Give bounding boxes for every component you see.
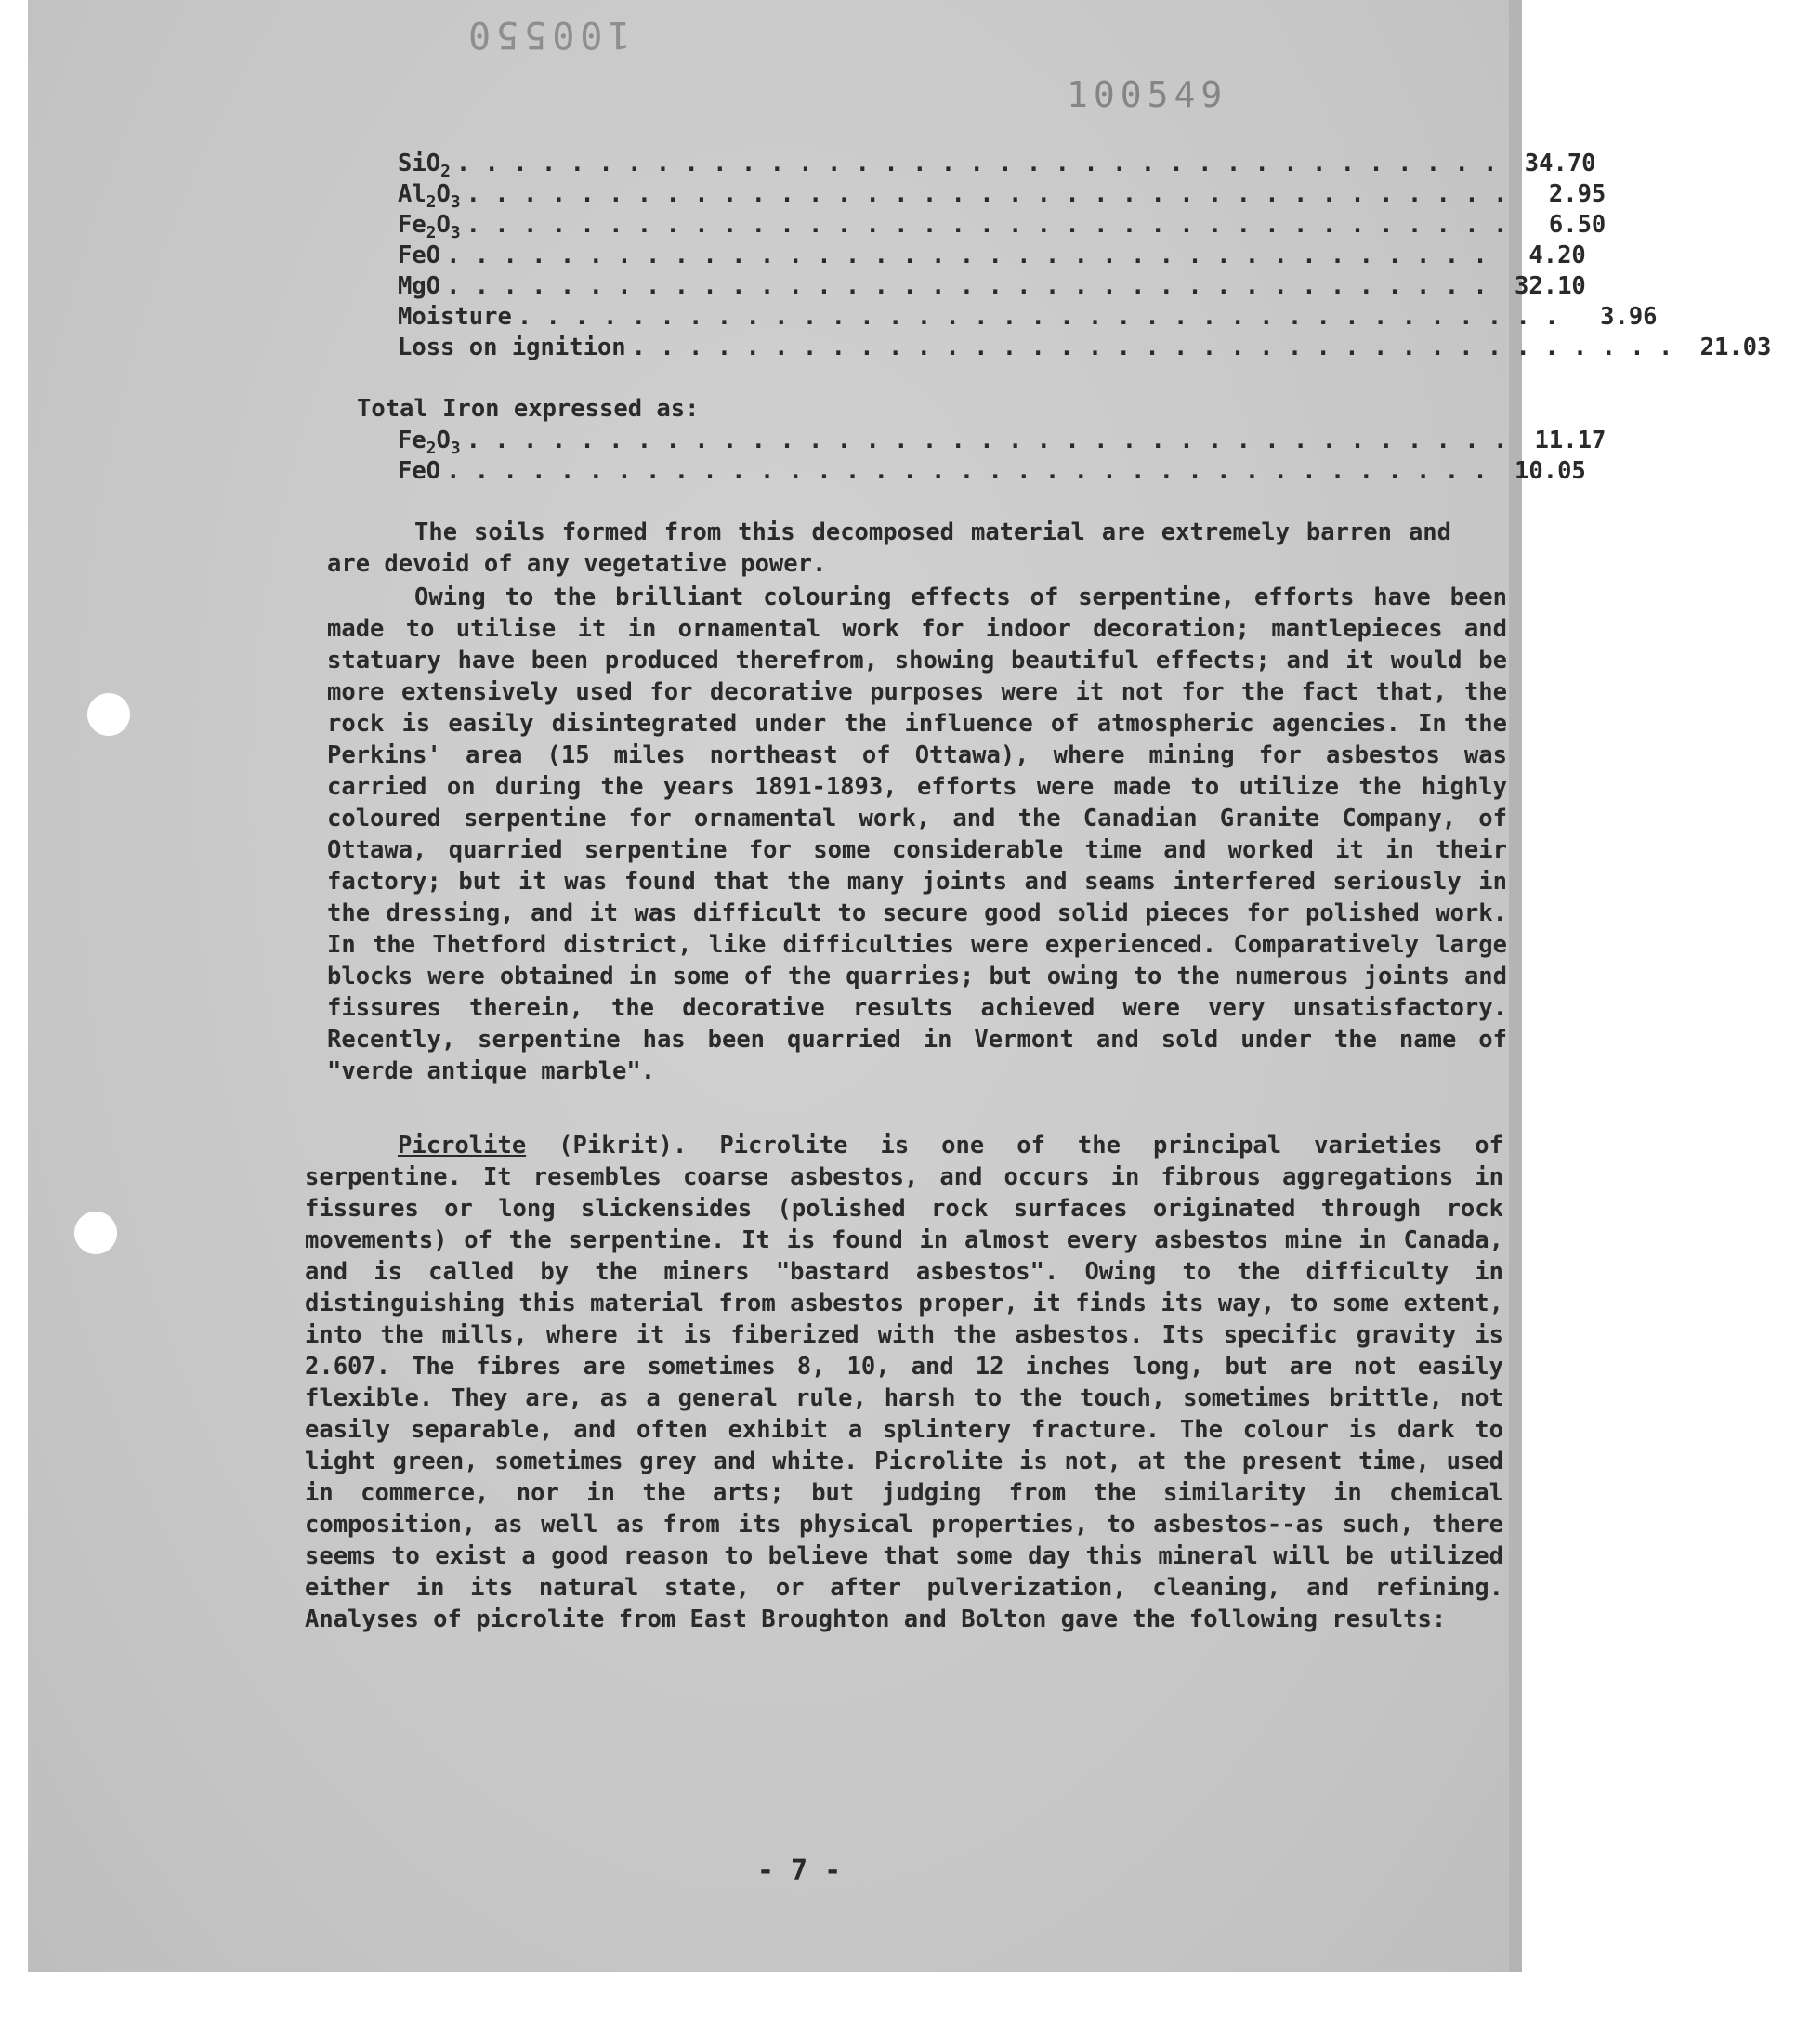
analysis-label bbox=[398, 456, 440, 487]
document-page bbox=[28, 0, 1772, 1972]
analysis-label bbox=[398, 179, 461, 210]
total-iron-table bbox=[398, 426, 1607, 487]
label-text: Fe bbox=[398, 426, 426, 454]
analysis-value: 10.05 bbox=[1515, 457, 1586, 485]
subscript: 3 bbox=[450, 192, 461, 212]
analysis-value: 11.17 bbox=[1534, 426, 1607, 454]
analysis-label bbox=[398, 210, 461, 241]
subscript: 2 bbox=[426, 439, 437, 458]
subscript: 3 bbox=[450, 223, 461, 242]
analysis-row bbox=[398, 302, 1658, 333]
paragraph-picrolite bbox=[305, 1130, 1503, 1635]
label-text: Loss on ignition bbox=[398, 334, 626, 361]
analysis-label bbox=[398, 426, 461, 456]
dot-leader: . . . . . . . . . . . . . . . . . . . . . . . . . . . . . . . . . . . . . bbox=[466, 211, 1508, 239]
analysis-value: 4.20 bbox=[1528, 242, 1586, 269]
total-iron-heading: Total Iron expressed as: bbox=[357, 395, 700, 423]
analysis-value: 3.96 bbox=[1600, 303, 1658, 331]
dot-leader: . . . . . . . . . . . . . . . . . . . . . . . . . . . . . . . . . . . . . bbox=[446, 457, 1488, 485]
subscript: 3 bbox=[450, 439, 461, 458]
label-text: FeO bbox=[398, 457, 441, 485]
analysis-label bbox=[398, 271, 440, 302]
picrolite-body: (Pikrit). Picrolite is one of the principal varieties of serpentine. It resembles coarse asbestos, and occurs in fibrous aggregations in fissures or long slickensides (polished rock surfaces originated through rock movements) of the serpentine. It is found in almost every asbestos mine in Canada, and is called by the miners "bastard asbestos". Owing to the difficulty in distinguishing this material from asbestos proper, it finds its way, to some extent, into the mills, where it is fiberized with the asbestos. Its specific gravity is 2.607. The fibres are sometimes 8, 10, and 12 inches long, but are not easily flexible. They are, as a general rule, harsh to the touch, sometimes brittle, not easily separable, and often exhibit a splintery fracture. The colour is dark to light green, sometimes grey and white. Picrolite is not, at the present time, used in commerce, nor in the arts; but judging from the similarity in chemical composition, as well as from its physical properties, to asbestos--as such, there seems to exist a good reason to believe that some day this mineral will be utilized either in its natural state, or after pulverization, cleaning, and refining. Analyses of picrolite from East Broughton and Bolton gave the following results: bbox=[305, 1132, 1503, 1633]
analysis-row bbox=[398, 210, 1607, 242]
dot-leader: . . . . . . . . . . . . . . . . . . . . . . . . . . . . . . . . . . . . . bbox=[466, 426, 1508, 454]
analysis-value: 34.70 bbox=[1524, 150, 1596, 177]
analysis-label bbox=[398, 302, 512, 333]
analysis-value: 21.03 bbox=[1699, 334, 1772, 361]
label-text: FeO bbox=[398, 242, 441, 269]
label-text: Fe bbox=[398, 211, 426, 239]
analysis-row bbox=[398, 179, 1607, 212]
analysis-row bbox=[398, 149, 1596, 181]
analysis-value: 2.95 bbox=[1548, 180, 1607, 208]
page-number: - 7 - bbox=[756, 1854, 842, 1887]
archive-number-stamp: 100549 bbox=[1067, 74, 1228, 115]
analysis-value: 32.10 bbox=[1515, 272, 1586, 300]
picrolite-heading: Picrolite bbox=[398, 1132, 527, 1160]
dot-leader: . . . . . . . . . . . . . . . . . . . . . . . . . . . . . . . . . . . . . bbox=[455, 150, 1498, 177]
label-text: O bbox=[436, 426, 451, 454]
dot-leader: . . . . . . . . . . . . . . . . . . . . . . . . . . . . . . . . . . . . . bbox=[466, 180, 1508, 208]
subscript: 2 bbox=[426, 223, 437, 242]
label-text: O bbox=[436, 180, 451, 208]
label-text: Moisture bbox=[398, 303, 512, 331]
analysis-row bbox=[398, 271, 1586, 302]
paragraph-ornamental-use: Owing to the brilliant colouring effects of serpentine, efforts have been made to utilise it in ornamental work for indoor decoration; mantlepieces and statuary have been produced therefrom, showing beautiful effects; and it would be more extensively used for decorative purposes were it not for the fact that, the rock is easily disintegrated under the influence of atmospheric agencies. In the Perkins' area (15 miles northeast of Ottawa), where mining for asbestos was carried on during the years 1891-1893, efforts were made to utilize the highly coloured serpentine for ornamental work, and the Canadian Granite Company, of Ottawa, quarried serpentine for some considerable time and worked it in their factory; but it was found that the many joints and seams interfered seriously in the dressing, and it was difficult to secure good solid pieces for polished work. In the Thetford district, like difficulties were experienced. Comparatively large blocks were obtained in some of the quarries; but owing to the numerous joints and fissures therein, the decorative results achieved were very unsatisfactory. Recently, serpentine has been quarried in Vermont and sold under the name of "verde antique marble". bbox=[327, 583, 1507, 1085]
dot-leader: . . . . . . . . . . . . . . . . . . . . . . . . . . . . . . . . . . . . . bbox=[517, 303, 1559, 331]
analysis-label bbox=[398, 149, 451, 179]
dot-leader: . . . . . . . . . . . . . . . . . . . . . . . . . . . . . . . . . . . . . bbox=[446, 272, 1488, 300]
analysis-row bbox=[398, 426, 1607, 458]
label-text: MgO bbox=[398, 272, 441, 300]
analysis-row bbox=[398, 456, 1586, 487]
paragraph-soils: The soils formed from this decomposed material are extremely barren and are devoid of any vegetative power. bbox=[327, 518, 1451, 578]
label-text: O bbox=[436, 211, 451, 239]
subscript: 2 bbox=[440, 162, 451, 181]
dot-leader: . . . . . . . . . . . . . . . . . . . . . . . . . . . . . . . . . . . . . bbox=[446, 242, 1488, 269]
chemical-analysis-table bbox=[398, 149, 1772, 363]
label-text: Al bbox=[398, 180, 426, 208]
analysis-row bbox=[398, 241, 1586, 271]
analysis-label bbox=[398, 333, 626, 363]
punch-hole-upper bbox=[87, 693, 130, 736]
punch-hole-lower bbox=[74, 1212, 117, 1254]
label-text: SiO bbox=[398, 150, 441, 177]
subscript: 2 bbox=[426, 192, 437, 212]
analysis-label bbox=[398, 241, 440, 271]
analysis-value: 6.50 bbox=[1548, 211, 1607, 239]
analysis-row bbox=[398, 333, 1772, 363]
upside-down-stamp: 100550 bbox=[463, 13, 631, 56]
dot-leader: . . . . . . . . . . . . . . . . . . . . . . . . . . . . . . . . . . . . . bbox=[631, 334, 1673, 361]
